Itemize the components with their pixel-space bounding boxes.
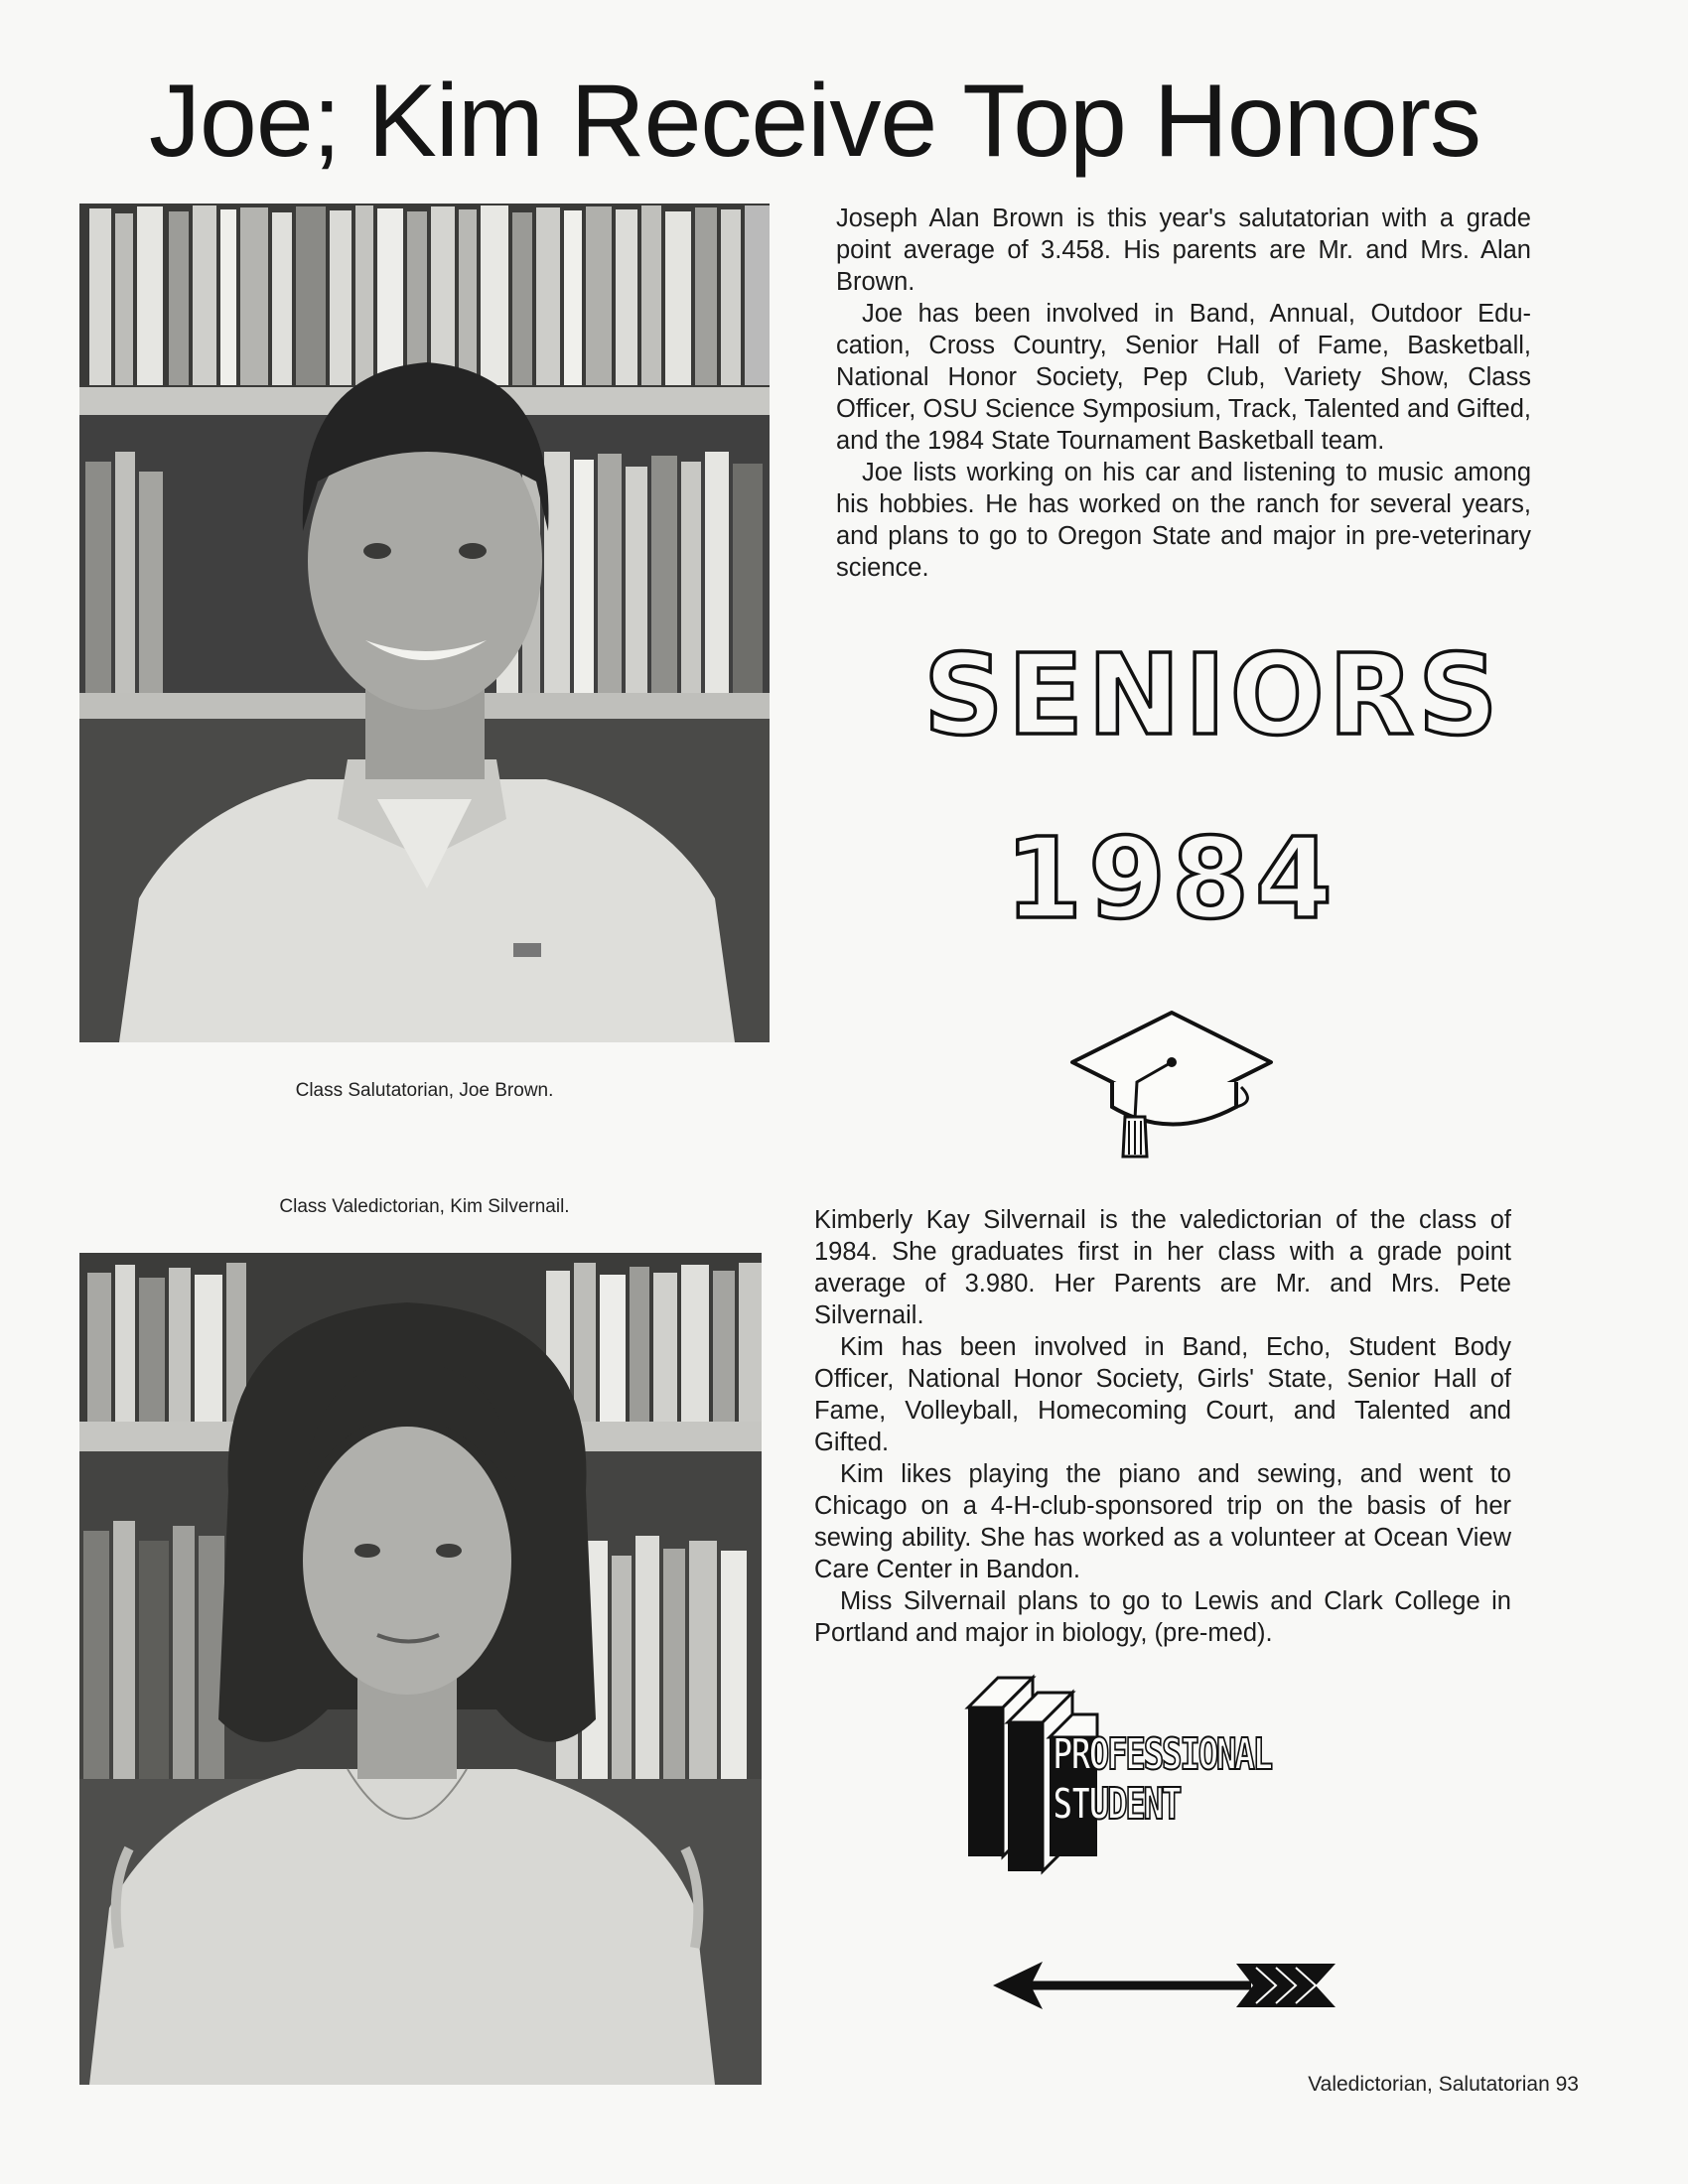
valedictorian-paragraph-2: Kim has been involved in Band, Echo, Student Body Officer, National Honor Society, Girls' State, Senior Hall of Fame, Volleyball, Homecoming Court, and Talented and Gifted. [814, 1333, 1511, 1456]
valedictorian-paragraph-3: Kim likes playing the piano and sewing, and went to Chicago on a 4-H-club-sponsored trip on the basis of her sewing ability. She has worked as a volunteer at Ocean View Care Center in Bandon. [814, 1460, 1511, 1583]
valedictorian-paragraph-1: Kimberly Kay Silvernail is the valedictorian of the class of 1984. She graduates first in her class with a grade point average of 3.980. Her Parents are Mr. and Mrs. Pete Silvernail. [814, 1206, 1511, 1329]
valedictorian-caption: Class Valedictorian, Kim Silvernail. [279, 1196, 570, 1217]
page-headline: Joe; Kim Receive Top Honors [149, 64, 1481, 179]
year-1984-wordmark: 1984 [1005, 815, 1338, 944]
salutatorian-photo [79, 204, 770, 1042]
valedictorian-photo [79, 1253, 762, 2085]
valedictorian-paragraph-4: Miss Silvernail plans to go to Lewis and Clark College in Portland and major in biology, (pre-med). [814, 1587, 1511, 1647]
salutatorian-bio [836, 203, 1531, 584]
salutatorian-caption: Class Salutatorian, Joe Brown. [295, 1080, 554, 1101]
arrow-left-icon [993, 1956, 1336, 2015]
salutatorian-paragraph-3: Joe lists working on his car and listening to music among his hobbies. He has worked on the ranch for several years, and plans to go to Oregon State and major in pre-veterinary science. [836, 459, 1531, 582]
salutatorian-paragraph-2: Joe has been involved in Band, Annual, Outdoor Edu-cation, Cross Country, Senior Hall of Fame, Basketball, National Honor Society, Pep Club, Variety Show, Class Officer, OSU Science Symposium, Track, Talented and Gifted, and the 1984 State Tournament Basketball team. [836, 300, 1531, 455]
page-footer: Valedictorian, Salutatorian 93 [1308, 2073, 1579, 2096]
valedictorian-bio [814, 1204, 1511, 1649]
salutatorian-paragraph-1: Joseph Alan Brown is this year's salutatorian with a grade point average of 3.458. His parents are Mr. and Mrs. Alan Brown. [836, 205, 1531, 296]
logo-line-1: PROFESSIONAL [1053, 1729, 1271, 1780]
graduation-cap-icon [1067, 1008, 1276, 1161]
logo-line-2: STUDENT [1053, 1779, 1181, 1830]
seniors-wordmark: SENIORS [923, 631, 1502, 760]
professional-student-logo [958, 1668, 1375, 1876]
